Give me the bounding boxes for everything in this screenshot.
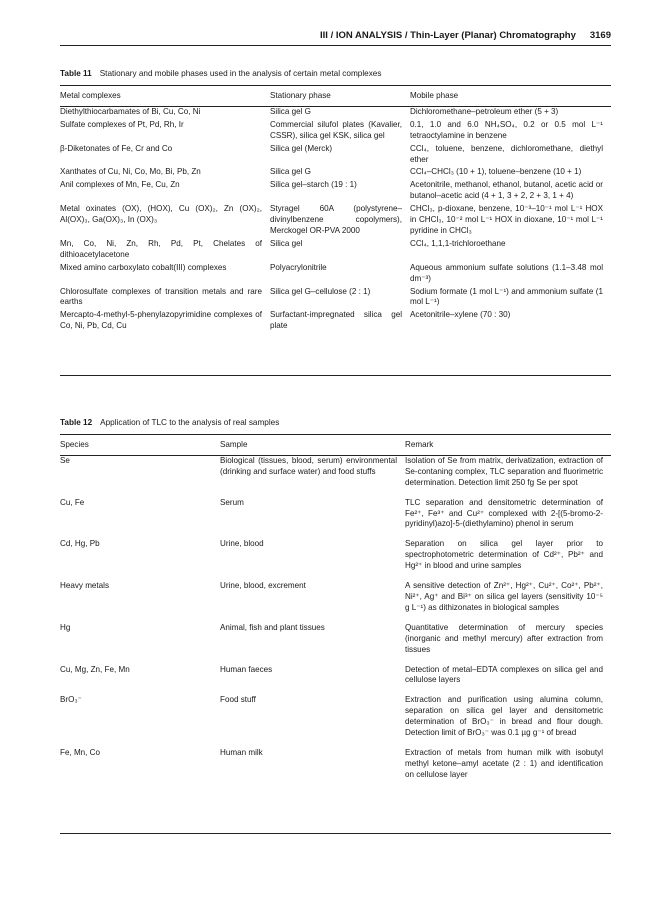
table12-cell: Cd, Hg, Pb	[60, 539, 100, 549]
table11-cell: CHCl₃, p-dioxane, benzene, 10⁻³–10⁻¹ mol L⁻¹ HOX in CHCl₃, 10⁻² mol L⁻¹ HOX in dioxane, 10⁻¹ mol L⁻¹ pyridine in CHCl₃	[410, 204, 603, 235]
table12-cell: Biological (tissues, blood, serum) environmental (drinking and surface water) and food stuffs	[220, 455, 397, 476]
table12-cell: Extraction of metals from human milk with isobutyl methyl ketone–amyl acetate (2 : 1) and identification on cellulose layer	[405, 747, 603, 779]
running-header	[320, 30, 611, 41]
table12-caption	[60, 418, 279, 427]
table12-cell: Fe, Mn, Co	[60, 747, 101, 757]
table11-cell: CCl₄–CHCl₃ (10 + 1), toluene–benzene (10 + 1)	[410, 167, 582, 177]
table11-cell: β-Diketonates of Fe, Cr and Co	[60, 143, 173, 153]
table11-cell: Aqueous ammonium sulfate solutions (1.1–3.48 mol dm⁻³)	[410, 262, 603, 283]
table12-row	[60, 748, 611, 790]
table11-row	[60, 239, 611, 263]
table11-body	[60, 106, 611, 334]
table12-cell: TLC separation and densitometric determination of Fe²⁺, Fe³⁺ and Cu²⁺ complexed with 2-[(5-bromo-2-pyridinyl)azo]-5-(diethylamino) phenol in serum	[405, 497, 603, 529]
table11-cell: Anil complexes of Mn, Fe, Cu, Zn	[60, 180, 180, 190]
table11-cell: Sodium formate (1 mol L⁻¹) and ammonium sulfate (1 mol L⁻¹)	[410, 286, 603, 307]
table11-cell: Mn, Co, Ni, Zn, Rh, Pd, Pt, Chelates of dithioacetylacetone	[60, 238, 262, 259]
table12	[60, 436, 611, 790]
table11-cell: Silica gel–starch (19 : 1)	[270, 180, 357, 190]
table12-cell: Serum	[220, 497, 244, 507]
table12-row	[60, 581, 611, 623]
table12-cell: Quantitative determination of mercury species (inorganic and methyl mercury) after extraction from tissues	[405, 622, 603, 654]
table12-cell: A sensitive detection of Zn²⁺, Hg²⁺, Cu²⁺, Co²⁺, Pb²⁺, Ni²⁺, Ag⁺ and Bi³⁺ on silica gel layers (sensitivity 10⁻⁵ g L⁻¹) as dithizonates in biological samples	[405, 581, 603, 612]
table12-row	[60, 498, 611, 540]
table12-cell: Food stuff	[220, 695, 256, 705]
table11	[60, 87, 611, 334]
table11-cell: CCl₄, 1,1,1-trichloroethane	[410, 238, 506, 248]
table11-row	[60, 204, 611, 239]
table12-cell: Heavy metals	[60, 581, 110, 591]
table12-header-row	[60, 436, 611, 455]
table11-row	[60, 120, 611, 144]
table11-caption-text: Stationary and mobile phases used in the analysis of certain metal complexes	[99, 69, 382, 78]
table11-cell: Mixed amino carboxylato cobalt(III) complexes	[60, 262, 227, 272]
table12-cell: Human milk	[220, 747, 263, 757]
table12-cell: Urine, blood, excrement	[220, 581, 306, 591]
table12-row	[60, 455, 611, 497]
table11-header-cell: Metal complexes	[60, 87, 270, 106]
table12-cell: Separation on silica gel layer prior to spectrophotometric determination of Cd²⁺, Pb²⁺ and Hg²⁺ in blood and urine samples	[405, 539, 603, 571]
table12-cell: Hg	[60, 622, 71, 632]
table11-cell: 0.1, 1.0 and 6.0 NH₄SO₄, 0.2 or 0.5 mol L⁻¹ tetraoctylamine in benzene	[410, 119, 603, 140]
table11-row	[60, 263, 611, 287]
table11-cell: Silica gel G	[270, 106, 311, 116]
table12-cell: Urine, blood	[220, 539, 264, 549]
table11-cell: Silica gel	[270, 238, 303, 248]
table11-cell: Sulfate complexes of Pt, Pd, Rh, Ir	[60, 119, 184, 129]
running-title: III / ION ANALYSIS / Thin-Layer (Planar) Chromatography	[320, 30, 576, 41]
page-number: 3169	[589, 30, 611, 41]
table12-row	[60, 539, 611, 581]
table12-cell: Detection of metal–EDTA complexes on silica gel and cellulose layers	[405, 664, 603, 685]
table12-cell: Animal, fish and plant tissues	[220, 622, 325, 632]
table12-cell: Cu, Mg, Zn, Fe, Mn	[60, 664, 130, 674]
table12-header-cell: Remark	[405, 436, 611, 455]
table11-cell: Acetonitrile–xylene (70 : 30)	[410, 310, 511, 320]
table12-cell: Isolation of Se from matrix, derivatization, extraction of Se-contaning complex, TLC separation and fluorimetric determination. Detection limit 250 fg Se per spot	[405, 455, 603, 487]
table11-bottom-rule	[60, 375, 611, 376]
table11-row	[60, 106, 611, 119]
table11-row	[60, 180, 611, 204]
table11-top-rule	[60, 85, 611, 86]
table11-cell: Mercapto-4-methyl-5-phenylazopyrimidine complexes of Co, Ni, Pb, Cd, Cu	[60, 310, 262, 331]
table11-row	[60, 144, 611, 168]
table11-cell: Silica gel (Merck)	[270, 143, 333, 153]
table11-cell: Surfactant-impregnated silica gel plate	[270, 310, 402, 331]
header-rule	[60, 45, 611, 46]
table12-cell: Cu, Fe	[60, 497, 85, 507]
table11-cell: CCl₄, toluene, benzene, dichloromethane, diethyl ether	[410, 143, 603, 164]
table11-cell: Silica gel G	[270, 167, 311, 177]
table11-cell: Commercial silufol plates (Kavalier, CSSR), silica gel KSK, silica gel	[270, 119, 402, 140]
table12-body	[60, 455, 611, 789]
table11-row	[60, 167, 611, 180]
table11-header-cell: Stationary phase	[270, 87, 410, 106]
table11-cell: Styragel 60A (polystyrene–divinylbenzene copolymers), Merckogel OR-PVA 2000	[270, 204, 402, 235]
table11-cell: Diethylthiocarbamates of Bi, Cu, Co, Ni	[60, 106, 201, 116]
table12-label: Table 12	[60, 418, 93, 427]
table11-cell: Acetonitrile, methanol, ethanol, butanol, acetic acid or butanol–acetic acid (4 + 1, 3 + 2, 2 + 3, 1 + 4)	[410, 180, 603, 201]
table11-cell: Dichloromethane–petroleum ether (5 + 3)	[410, 106, 559, 116]
table12-caption-text: Application of TLC to the analysis of real samples	[100, 418, 280, 427]
table12-cell: Human faeces	[220, 664, 273, 674]
table12-cell: BrO₃⁻	[60, 695, 82, 705]
table11-cell: Metal oxinates (OX), (HOX), Cu (OX)₂, Zn (OX)₂, Al(OX)₃, Ga(OX)₃, In (OX)₃	[60, 204, 262, 225]
table11-cell: Chlorosulfate complexes of transition metals and rare earths	[60, 286, 262, 307]
table11-caption	[60, 69, 381, 78]
table11-header-cell: Mobile phase	[410, 87, 611, 106]
table12-bottom-rule	[60, 833, 611, 834]
table12-row	[60, 695, 611, 748]
table11-cell: Silica gel G–cellulose (2 : 1)	[270, 286, 371, 296]
table12-row	[60, 623, 611, 665]
table12-row	[60, 665, 611, 696]
table11-row	[60, 310, 611, 334]
table11-header-row	[60, 87, 611, 106]
table11-cell: Xanthates of Cu, Ni, Co, Mo, Bi, Pb, Zn	[60, 167, 201, 177]
table11-label: Table 11	[60, 69, 92, 78]
table11-cell: Polyacrylonitrile	[270, 262, 327, 272]
table11-row	[60, 287, 611, 311]
table12-cell: Extraction and purification using alumina column, separation on silica gel layer and densitometric determination of BrO₃⁻ in bread and flour dough. Detection limit of BrO₃⁻ was 0.1 µg g⁻¹ of bread	[405, 695, 603, 738]
table12-top-rule	[60, 434, 611, 435]
table12-header-cell: Sample	[220, 436, 405, 455]
table12-cell: Se	[60, 455, 70, 465]
table12-header-cell: Species	[60, 436, 220, 455]
